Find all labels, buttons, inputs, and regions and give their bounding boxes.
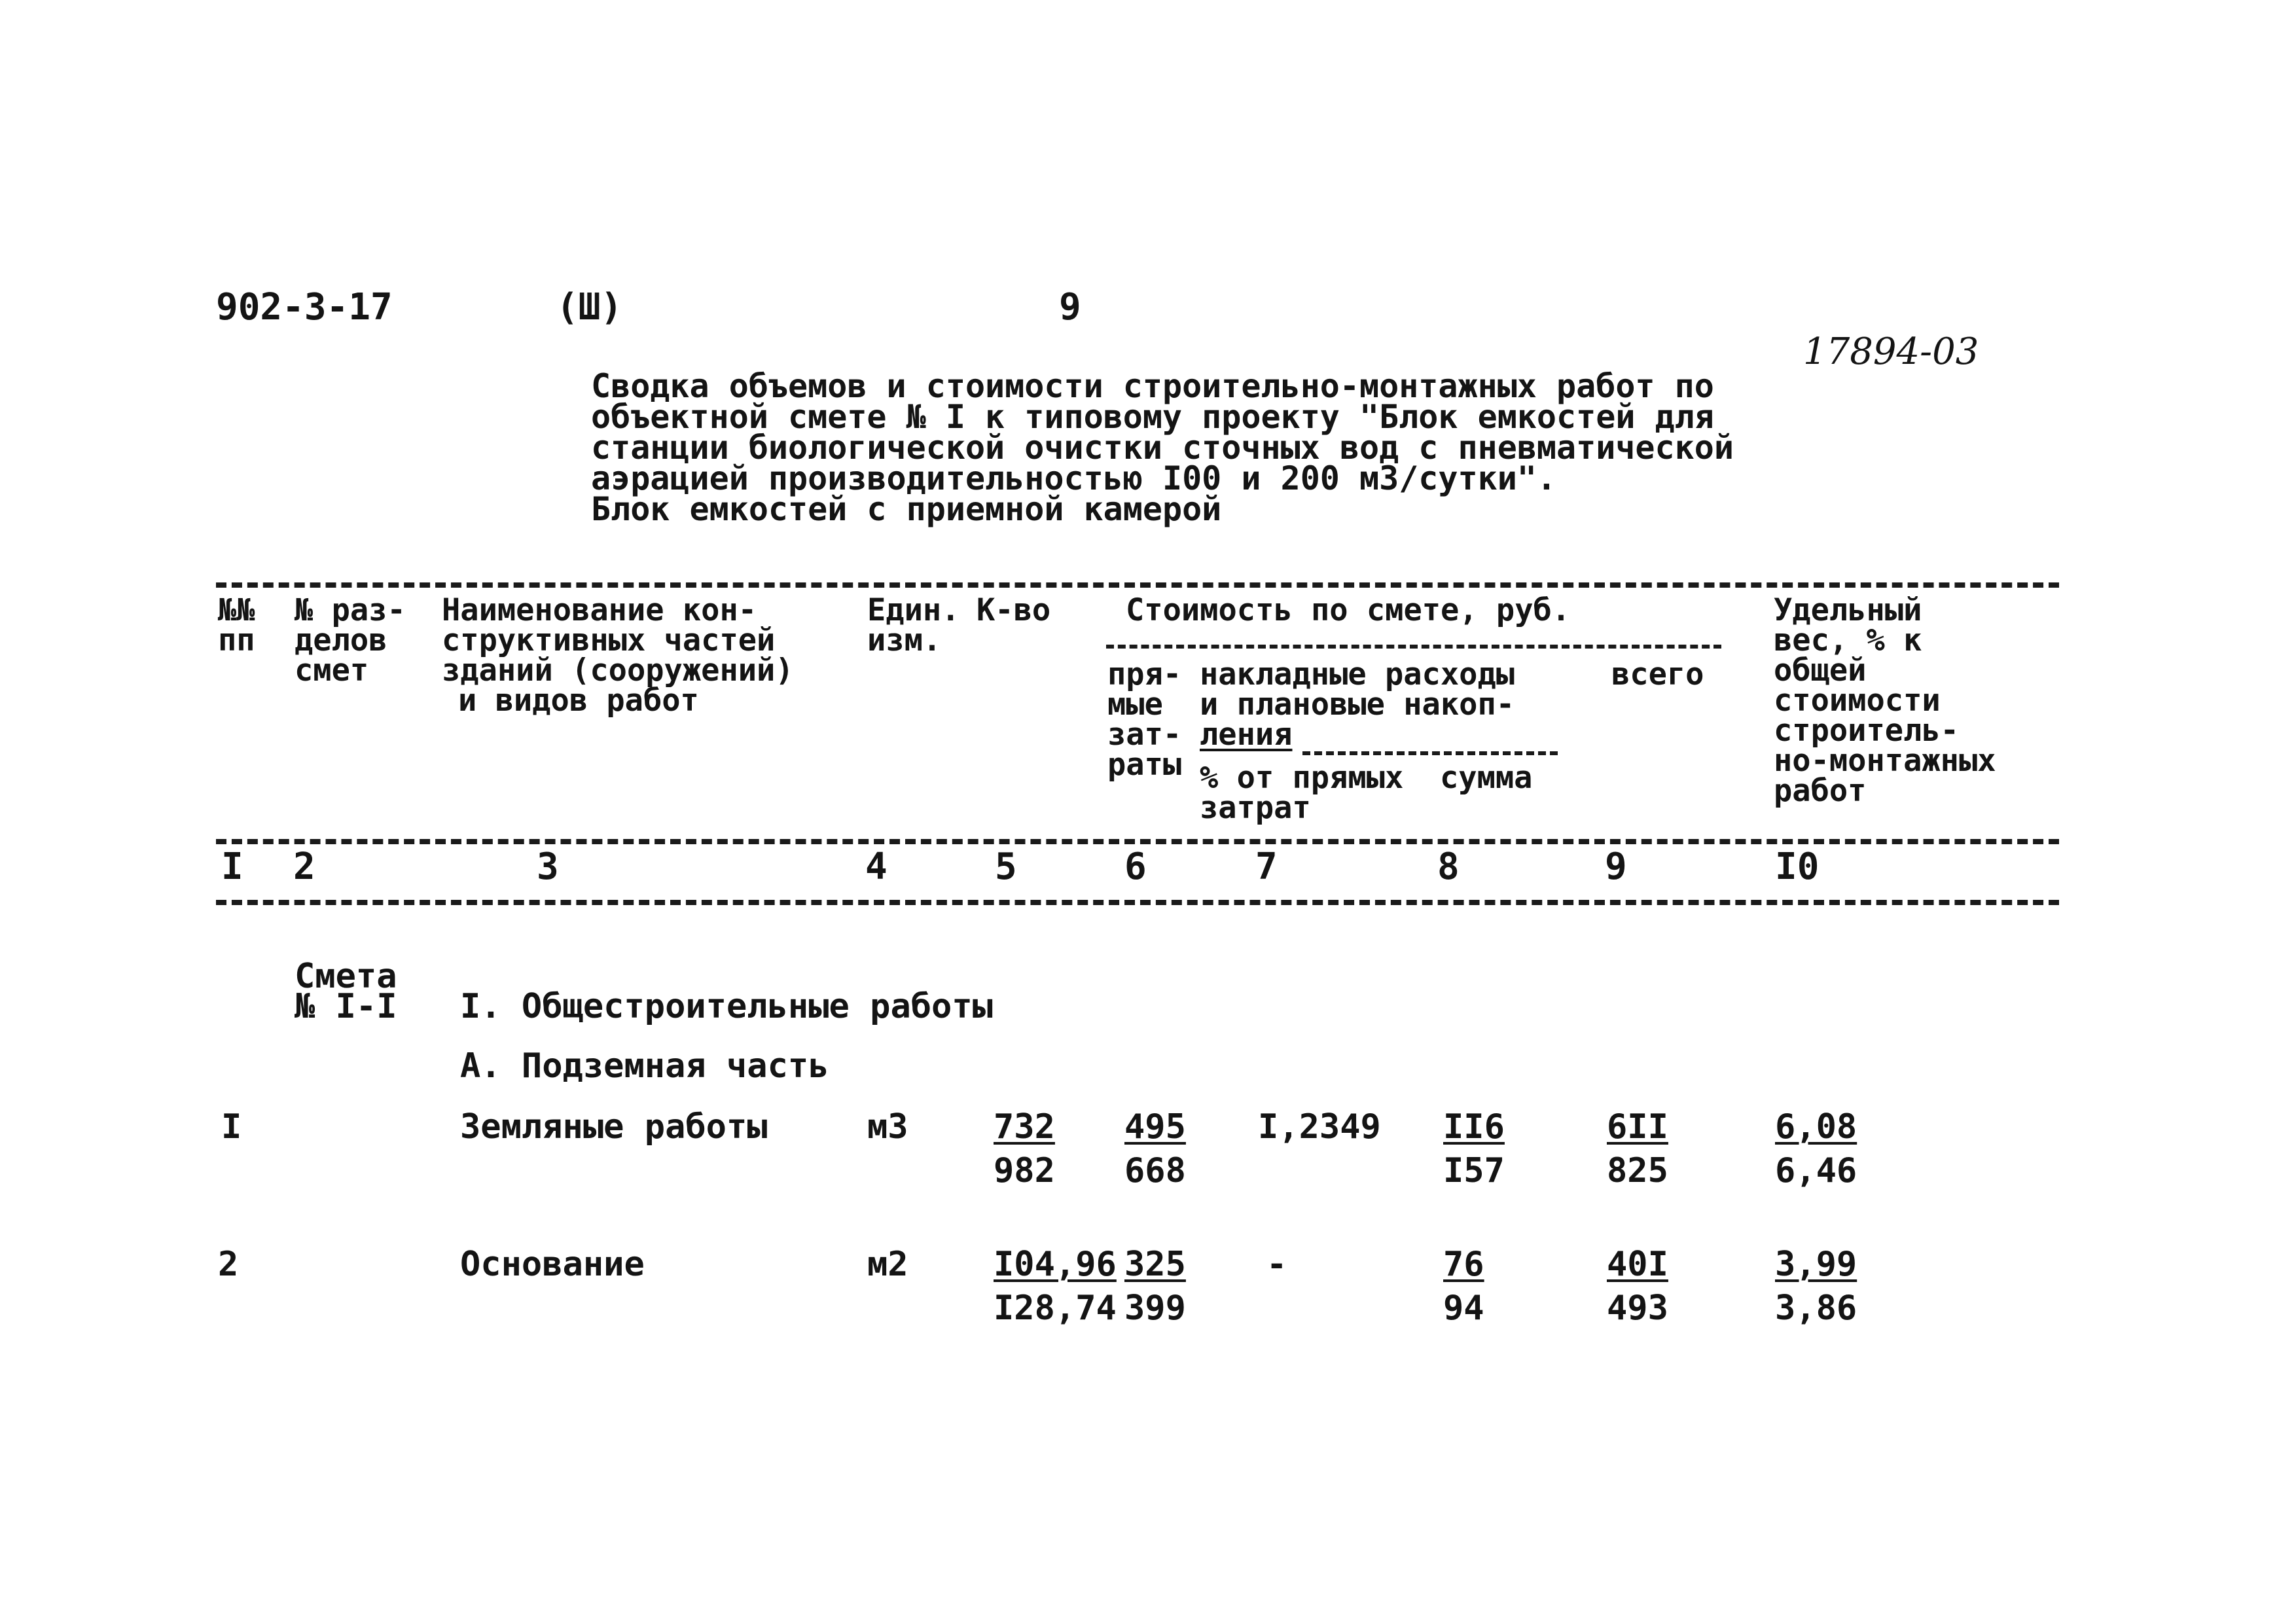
row-share-100: 6,46	[1775, 1151, 1857, 1190]
header-col1-line1: №№	[218, 592, 255, 628]
header-col10-line3: общей	[1774, 652, 1867, 688]
column-number-1: I	[221, 846, 243, 888]
row-share-100: 3,86	[1775, 1289, 1857, 1328]
row-direct-costs-200: 495	[1124, 1107, 1186, 1147]
header-col3-line4: и видов работ	[458, 683, 699, 719]
header-col3-line3: зданий (сооружений)	[442, 652, 794, 688]
header-col6-line1: пря-	[1107, 656, 1182, 692]
header-col6-line4: раты	[1107, 747, 1182, 783]
estimate-label-line1: Смета	[295, 957, 397, 996]
column-number-5: 5	[995, 846, 1017, 888]
column-numbers-top-rule	[216, 839, 2059, 844]
header-cost-group: Стоимость по смете, руб.	[1126, 592, 1571, 628]
column-number-2: 2	[293, 846, 315, 888]
title-line-4: аэрацией производительностью I00 и 200 м3/сутки".	[591, 459, 1557, 497]
row-unit: м2	[867, 1245, 908, 1284]
row-quantity-100: I28,74	[994, 1289, 1117, 1328]
row-overhead-sum-200: II6	[1443, 1107, 1505, 1147]
header-col10-line7: работ	[1774, 773, 1867, 809]
header-col10-line1: Удельный	[1774, 592, 1922, 628]
header-col6-line2: мые	[1107, 687, 1163, 722]
header-col4-line1: Един.	[867, 592, 960, 628]
row-overhead-percent: I,2349	[1258, 1107, 1381, 1147]
header-col7-line1: % от прямых	[1200, 760, 1404, 796]
row-quantity-100: 982	[994, 1151, 1055, 1190]
column-number-3: 3	[537, 846, 559, 888]
header-col6-line3: зат-	[1107, 717, 1182, 753]
title-line-1: Сводка объемов и стоимости строительно-монтажных работ по	[591, 367, 1714, 405]
column-number-7: 7	[1255, 846, 1278, 888]
row-number: 2	[218, 1245, 239, 1284]
table-top-rule	[216, 582, 2059, 588]
column-numbers-bottom-rule	[216, 900, 2059, 905]
column-number-4: 4	[865, 846, 888, 888]
header-col8: сумма	[1440, 760, 1533, 796]
section-subheading: А. Подземная часть	[460, 1046, 829, 1086]
row-overhead-sum-200: 76	[1443, 1245, 1484, 1284]
column-number-9: 9	[1605, 846, 1627, 888]
row-quantity-200: 732	[994, 1107, 1055, 1147]
column-number-6: 6	[1124, 846, 1147, 888]
column-number-8: 8	[1437, 846, 1460, 888]
overhead-group-rule	[1302, 751, 1558, 755]
row-total-100: 825	[1607, 1151, 1668, 1190]
section-heading: I. Общестроительные работы	[460, 987, 993, 1026]
row-unit: м3	[867, 1107, 908, 1147]
row-direct-costs-200: 325	[1124, 1245, 1186, 1284]
header-col10-line4: стоимости	[1774, 683, 1941, 719]
header-col5: К-во	[977, 592, 1051, 628]
title-line-2: объектной смете № I к типовому проекту "Блок емкостей для	[591, 398, 1714, 436]
header-overhead-line2: и плановые накоп-	[1200, 687, 1515, 722]
header-col7-line2: затрат	[1200, 790, 1311, 826]
header-col3-line1: Наименование кон-	[442, 592, 757, 628]
row-share-200: 3,99	[1775, 1245, 1857, 1284]
header-overhead-line1: накладные расходы	[1200, 656, 1515, 692]
title-line-3: станции биологической очистки сточных вод с пневматической	[591, 429, 1734, 467]
row-number: I	[221, 1107, 242, 1147]
row-total-200: 40I	[1607, 1245, 1668, 1284]
row-total-200: 6II	[1607, 1107, 1668, 1147]
row-total-100: 493	[1607, 1289, 1668, 1328]
page-number: 9	[1059, 286, 1081, 329]
row-overhead-sum-100: I57	[1443, 1151, 1505, 1190]
cost-group-rule	[1106, 645, 1721, 649]
header-col9: всего	[1611, 656, 1704, 692]
row-share-200: 6,08	[1775, 1107, 1857, 1147]
header-col2-line3: смет	[295, 652, 369, 688]
row-overhead-percent: -	[1266, 1245, 1287, 1284]
header-col4-line2: изм.	[867, 622, 942, 658]
row-direct-costs-100: 399	[1124, 1289, 1186, 1328]
row-overhead-sum-100: 94	[1443, 1289, 1484, 1328]
header-col3-line2: структивных частей	[442, 622, 776, 658]
header-col1-line2: пп	[218, 622, 255, 658]
row-work-name: Земляные работы	[460, 1107, 768, 1147]
header-col10-line5: строитель-	[1774, 713, 1959, 749]
header-col2-line2: делов	[295, 622, 387, 658]
row-quantity-200: I04,96	[994, 1245, 1117, 1284]
header-col10-line2: вес, % к	[1774, 622, 1922, 658]
document-part: (Ш)	[556, 286, 623, 329]
estimate-label-line2: № I-I	[295, 987, 397, 1026]
title-line-5: Блок емкостей с приемной камерой	[591, 490, 1222, 528]
column-number-10: I0	[1775, 846, 1820, 888]
document-code: 902-3-17	[216, 286, 393, 329]
row-direct-costs-100: 668	[1124, 1151, 1186, 1190]
row-work-name: Основание	[460, 1245, 645, 1284]
header-col2-line1: № раз-	[295, 592, 406, 628]
header-col10-line6: но-монтажных	[1774, 743, 1996, 779]
header-overhead-line3: ления	[1200, 717, 1293, 753]
inventory-number: 17894-03	[1803, 330, 1979, 373]
